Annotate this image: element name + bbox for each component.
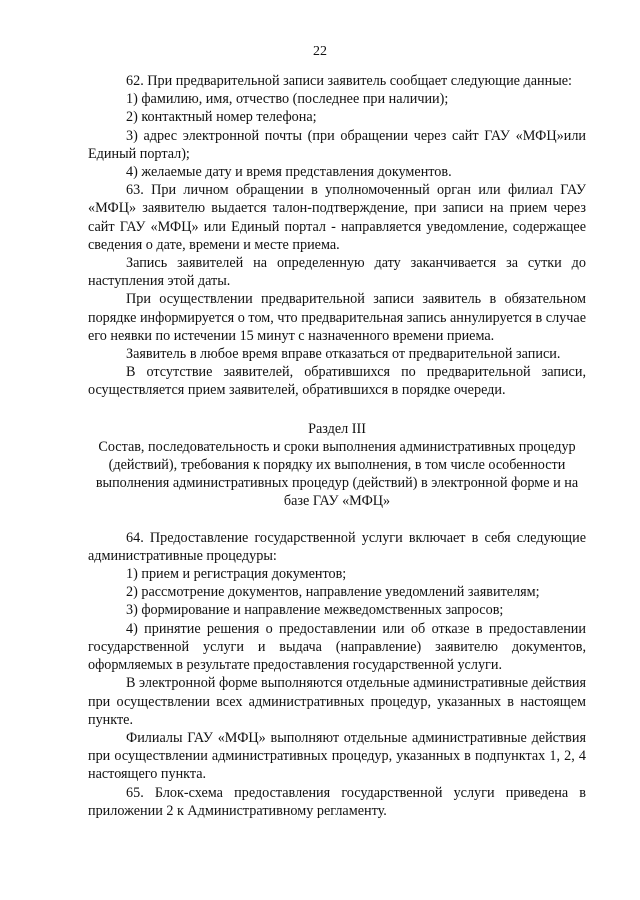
paragraph-64: 64. Предоставление государственной услуги включает в себя следующие административные процедуры: — [88, 529, 586, 564]
paragraph-62: 62. При предварительной записи заявитель сообщает следующие данные: — [126, 73, 572, 89]
list-item-2: 2) контактный номер телефона; — [126, 109, 317, 126]
paragraph-electronic-form: В электронной форме выполняются отдельные административные действия при осуществлении всех административных процедур, указанных в настоящем пункте. — [88, 675, 586, 728]
paragraph-record-end: Запись заявителей на определенную дату заканчивается за сутки до наступления этой даты. — [88, 255, 586, 290]
list-item-1: 1) фамилию, имя, отчество (последнее при наличии); — [126, 91, 449, 108]
page-number: 22 — [313, 44, 327, 59]
list-item-3: 3) адрес электронной почты (при обращении через сайт ГАУ «МФЦ»или Единый портал); — [88, 127, 586, 162]
paragraph-refusal: Заявитель в любое время вправе отказаться от предварительной записи. — [126, 346, 561, 363]
section-title: Состав, последовательность и сроки выполнения административных процедур (действий), требования к порядку их выполнения, в том числе особенности выполнения административных процедур (действий) в электронной форме и на базе ГАУ «МФЦ» — [95, 438, 579, 510]
list-item-4: 4) желаемые дату и время представления документов. — [126, 164, 452, 181]
section-label: Раздел III — [308, 420, 366, 437]
paragraph-65: 65. Блок-схема предоставления государственной услуги приведена в приложении 2 к Административному регламенту. — [88, 784, 586, 819]
procedure-item-3: 3) формирование и направление межведомственных запросов; — [126, 602, 504, 619]
document-body — [88, 72, 586, 820]
paragraph-63: 63. При личном обращении в уполномоченный орган или филиал ГАУ «МФЦ» заявителю выдается талон-подтверждение, при записи на прием через сайт ГАУ «МФЦ» или Единый портал - направляется уведомление, содержащее сведения о дате, времени и месте приема. — [88, 182, 586, 253]
procedure-item-2: 2) рассмотрение документов, направление уведомлений заявителям; — [126, 584, 540, 601]
procedure-item-1: 1) прием и регистрация документов; — [126, 566, 347, 583]
paragraph-queue: В отсутствие заявителей, обратившихся по предварительной записи, осуществляется прием заявителей, обратившихся в порядке очереди. — [88, 364, 586, 399]
paragraph-branches: Филиалы ГАУ «МФЦ» выполняют отдельные административные действия при осуществлении административных процедур, указанных в подпунктах 1, 2, 4 настоящего пункта. — [88, 729, 586, 783]
paragraph-annulment: При осуществлении предварительной записи заявитель в обязательном порядке информируется о том, что предварительная запись аннулируется в случае его неявки по истечении 15 минут с назначенного времени приема. — [88, 291, 586, 344]
procedure-item-4: 4) принятие решения о предоставлении или об отказе в предоставлении государственной услуги и выдача (направление) заявителю документов, оформляемых в результате предоставления государственной услуги. — [88, 620, 586, 674]
section-heading — [88, 420, 586, 511]
